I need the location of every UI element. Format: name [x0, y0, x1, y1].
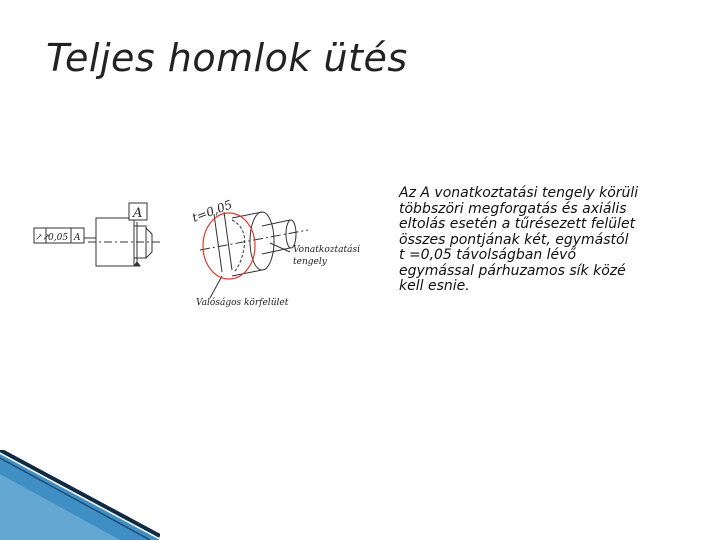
- tolerance-value: 0,05: [48, 233, 69, 243]
- frame-datum: A: [74, 233, 81, 243]
- slide-title: Teljes homlok ütés: [46, 36, 408, 80]
- part-drawing: [84, 218, 160, 266]
- paragraph-line: t =0,05 távolságban lévő: [399, 247, 577, 263]
- axis-label-line2: tengely: [293, 257, 327, 267]
- paragraph-line: eltolás esetén a tűrésezett felület: [399, 216, 636, 232]
- paragraph-line: Az A vonatkoztatási tengely körüli: [399, 185, 639, 201]
- runout-symbol: ↗↗: [35, 233, 51, 243]
- datum-letter: A: [133, 206, 143, 221]
- paragraph-line: többszöri megforgatás és axiális: [399, 200, 627, 217]
- actual-surface-outline: [232, 220, 245, 272]
- axis-label-line1: Vonatkoztatási: [293, 245, 360, 255]
- corner-decoration: [0, 450, 160, 540]
- feature-control-frame: [34, 228, 84, 243]
- tolerance-label: t=0,05: [190, 197, 235, 225]
- description-paragraph: [399, 186, 699, 295]
- paragraph-line: kell esnie.: [399, 278, 470, 294]
- surface-label: Valóságos körfelület: [196, 298, 289, 308]
- paragraph-line: egymással párhuzamos sík közé: [399, 262, 626, 279]
- paragraph-line: összes pontjának két, egymástól: [399, 231, 629, 248]
